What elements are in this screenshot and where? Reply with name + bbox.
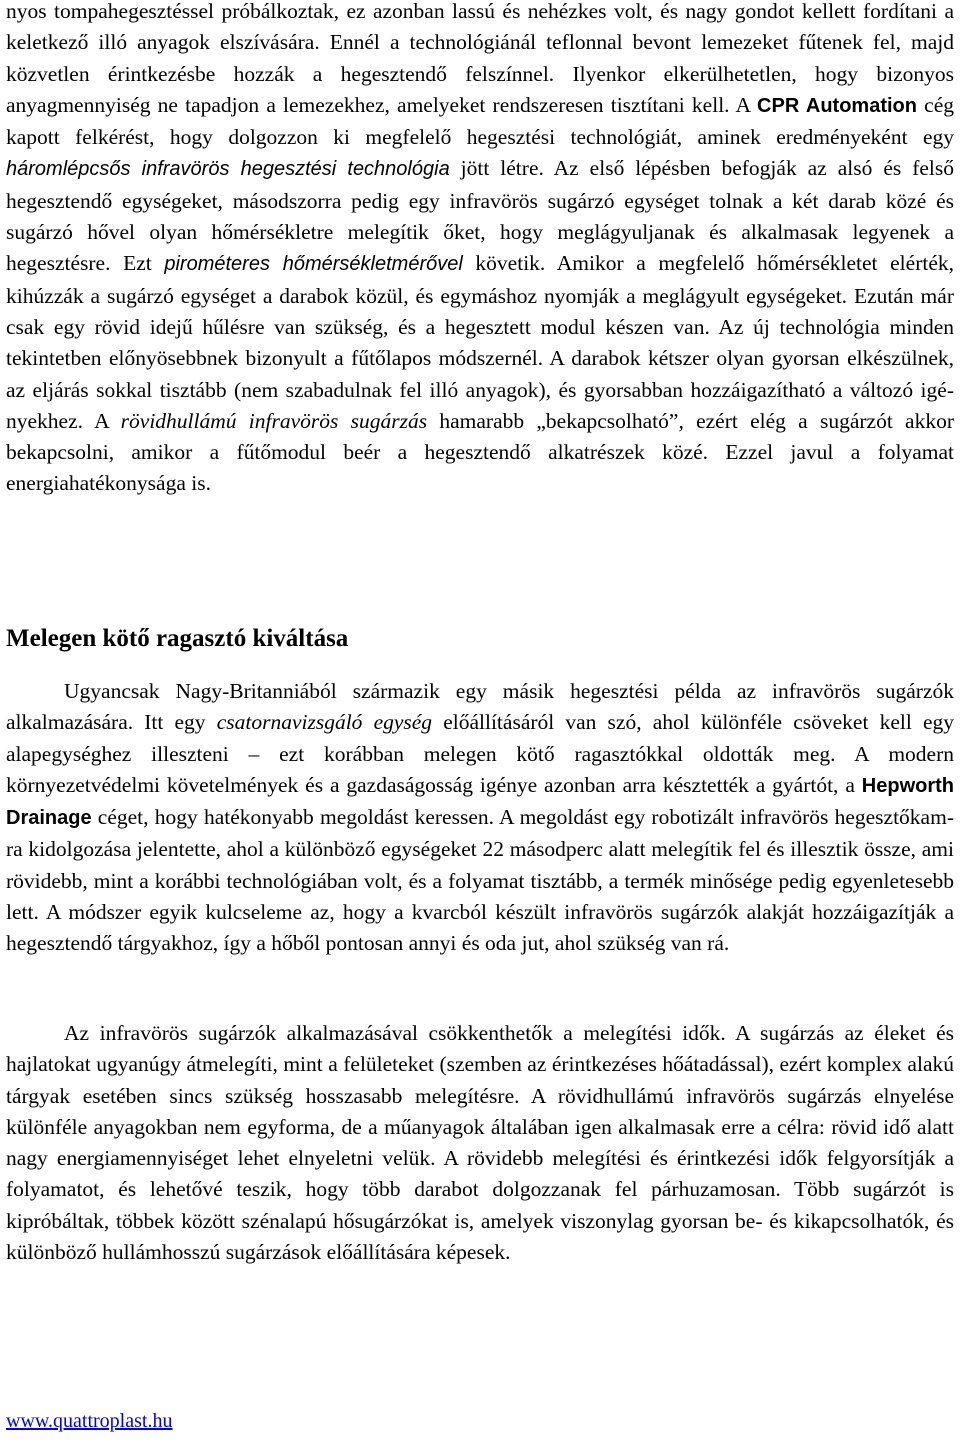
paragraph-2-text-a: Ugyancsak Nagy-Britanniából származik egy másik hegesztési példa az infravörös sugárzók alkalmazására. Itt egy xyxy=(6,679,954,735)
paragraph-1-text-e: hamarabb „bekapcsolható”, ezért elég a sugárzót akkor bekapcsolni, amikor a fűtőmodul beér a hegesztendő alkatrészek közé. Ezzel javul a folyamat energiahatékonysága is. xyxy=(6,408,954,496)
body-paragraph-3 xyxy=(6,1018,954,1268)
paragraph-1-text-a: nyos tompahegesztéssel próbálkoztak, ez azonban lassú és nehézkes volt, és nagy gondot kellett fordítani a keletkező illó anyagok elszívására. Ennél a technológiánál teflonnal bevont lemezeket fűtenek fel, majd közvetlen érintkezésbe hozzák a hegesztendő felszínnel. Ilyenkor elkerülhetetlen, hogy bizonyos anyagmennyiség ne tapadjon a lemezekhez, amelyeket rendszeresen tisztítani kell. A xyxy=(6,0,954,117)
paragraph-1-text-c: jött létre. Az első lépésben befogják az alsó és felső hegesztendő egységeket, másodszorra pedig egy infravörös sugárzó egységet tolnak a két darab közé és sugárzó hővel olyan hőmérsékletre melegítik őket, hogy meglágyuljanak és alkalmasak legyenek a hegesztésre. Ezt xyxy=(6,156,954,276)
emphasized-term-pyrometer: pirométeres hőmérsékletmérővel xyxy=(164,253,463,276)
company-name-hepworth-drainage: Hepworth Drainage xyxy=(6,774,954,830)
emphasized-term-three-step-welding: háromlépcsős infravörös hegesztési technológia xyxy=(6,158,450,181)
paragraph-1-text-b: cég kapott felkérést, hogy dolgozzon ki megfelelő hegesztési technológiát, aminek eredményeként egy xyxy=(6,92,954,150)
section-heading: Melegen kötő ragasztó kiváltása xyxy=(6,625,349,652)
paragraph-2-text-c: céget, hogy hatékonyabb megoldást keressen. A megoldást egy robotizált infravörös hegesztőkamra kidolgozása jelentette, ahol a különböző egységeket 22 másodperc alatt melegítik fel és illesztik össze, ami rövidebb, mint a korábbi technológiában volt, és a folyamat tisztább, a termék minősége pedig egyenletesebb lett. A módszer egyik kulcseleme az, hogy a kvarcból készült infravörös sugárzók alakját hozzáigazítják a hegesztendő tárgyakhoz, így a hőből pontosan annyi és oda jut, ahol szükség van rá. xyxy=(6,805,954,956)
company-name-cpr-automation: CPR Automation xyxy=(757,94,917,117)
body-paragraph-1 xyxy=(6,0,954,500)
paragraph-1-text-d: követik. Amikor a megfelelő hőmérsékletet elérték, kihúzzák a sugárzó egységet a darabok közül, és egymáshoz nyomják a meglágyult egységeket. Ezután már csak egy rövid idejű hűlésre van szükség, és a hegesztett modul készen van. Az új technológia minden tekintetben előnyösebbnek bizonyult a fűtőlapos módszernél. A darabok kétszer olyan gyorsan elkészülnek, az eljárás sokkal tisztább (nem szabadulnak fel illó anyagok), és gyorsabban hozzáigazítható a változó igényekhez. A xyxy=(6,251,955,433)
emphasized-term-channel-inspection-unit: csatornavizsgáló egység xyxy=(216,710,433,735)
footer-website-link[interactable]: www.quattroplast.hu xyxy=(6,1410,173,1432)
paragraph-3-text: Az infravörös sugárzók alkalmazásával csökkenthetők a melegítési idők. A sugárzás az éleket és hajlatokat ugyanúgy átmelegíti, mint a felületeket (szemben az érintkezéses hőátadással), ezért komplex alakú tárgyak esetében sincs szükség hosszasabb melegítésre. A rövidhullámú infravörös sugárzás elnyelése különféle anyagokban nem egyforma, de a műanyagok általában igen alkalmasak erre a célra: rövid idő alatt nagy energiamennyiséget lehet elnyeletni velük. A rövidebb melegítési és érintkezési idők felgyorsítják a folyamatot, és lehetővé teszik, hogy több darabot dolgozzanak fel párhuzamosan. Több sugárzót is kipróbáltak, többek között szénalapú hősugárzókat is, amelyek viszonylag gyorsan be- és kikapcsolhatók, és különböző hullámhosszú sugárzások előállítására képesek. xyxy=(6,1021,954,1265)
emphasized-term-shortwave-ir: rövidhullámú infravörös sugárzás xyxy=(120,408,428,433)
paragraph-2-text-b: előállításáról van szó, ahol különféle csöveket kell egy alapegységhez illeszteni – ezt korábban melegen kötő ragasztókkal oldották meg. A modern környezetvédelmi követelmények és a gazdaságosság igénye azonban arra késztették a gyártót, a xyxy=(6,710,955,797)
body-paragraph-2 xyxy=(6,676,954,960)
